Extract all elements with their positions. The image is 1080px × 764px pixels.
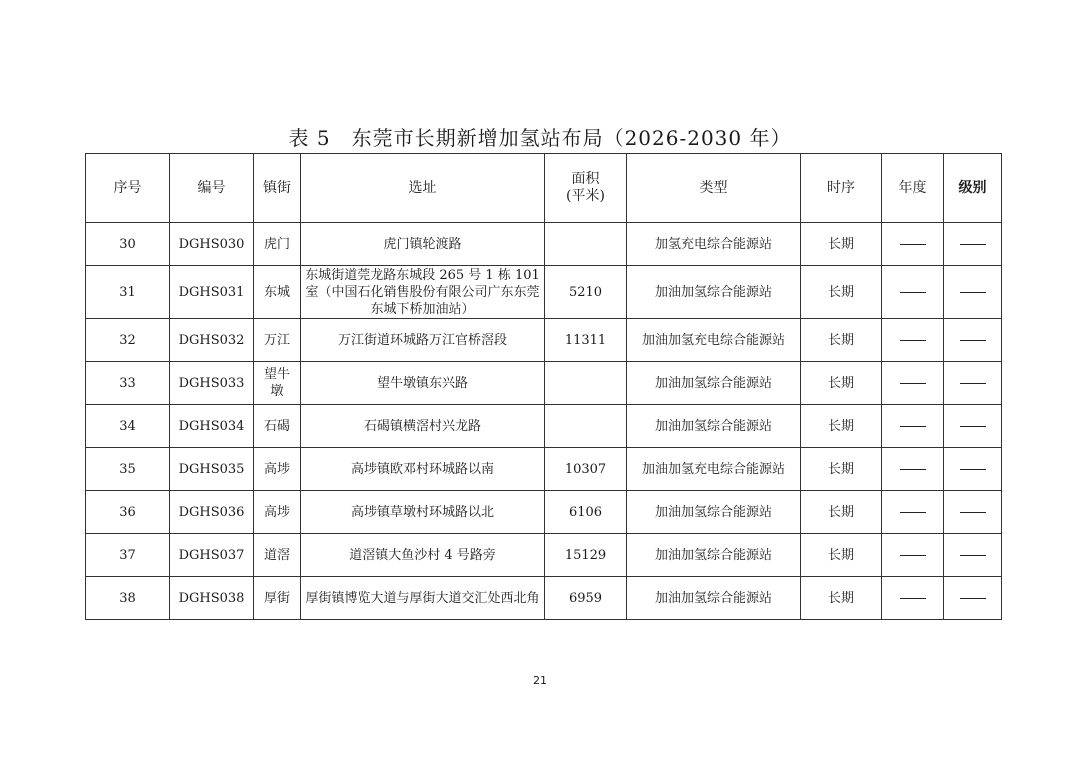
- cell-town: 虎门: [254, 223, 301, 266]
- header-type: 类型: [627, 154, 801, 223]
- cell-level: [944, 405, 1002, 448]
- header-row: [86, 154, 1002, 223]
- cell-code: DGHS036: [170, 491, 254, 534]
- cell-area: 6106: [545, 491, 627, 534]
- table-row: [86, 577, 1002, 620]
- dash-mark: [900, 292, 926, 293]
- cell-town: 东城: [254, 266, 301, 319]
- cell-address: 高埗镇草墩村环城路以北: [301, 491, 545, 534]
- dash-mark: [960, 292, 986, 293]
- cell-town: 望牛墩: [254, 362, 301, 405]
- cell-seq: 32: [86, 319, 170, 362]
- header-level: 级别: [944, 154, 1002, 223]
- cell-level: [944, 448, 1002, 491]
- table-body: [86, 223, 1002, 620]
- table-row: [86, 534, 1002, 577]
- header-area: 面积 (平米): [545, 154, 627, 223]
- header-address: 选址: [301, 154, 545, 223]
- cell-address: 望牛墩镇东兴路: [301, 362, 545, 405]
- cell-year: [882, 448, 944, 491]
- dash-mark: [960, 340, 986, 341]
- cell-code: DGHS034: [170, 405, 254, 448]
- cell-town: 万江: [254, 319, 301, 362]
- table-row: [86, 223, 1002, 266]
- cell-timing: 长期: [801, 319, 882, 362]
- cell-timing: 长期: [801, 448, 882, 491]
- cell-type: 加油加氢综合能源站: [627, 266, 801, 319]
- cell-level: [944, 362, 1002, 405]
- dash-mark: [900, 426, 926, 427]
- dash-mark: [900, 340, 926, 341]
- cell-area: [545, 405, 627, 448]
- header-town: 镇街: [254, 154, 301, 223]
- cell-timing: 长期: [801, 491, 882, 534]
- table-row: [86, 405, 1002, 448]
- cell-area: [545, 362, 627, 405]
- dash-mark: [960, 555, 986, 556]
- cell-area: 6959: [545, 577, 627, 620]
- cell-timing: 长期: [801, 266, 882, 319]
- table-row: [86, 362, 1002, 405]
- cell-year: [882, 491, 944, 534]
- cell-timing: 长期: [801, 577, 882, 620]
- cell-code: DGHS037: [170, 534, 254, 577]
- cell-level: [944, 491, 1002, 534]
- cell-address: 道滘镇大鱼沙村 4 号路旁: [301, 534, 545, 577]
- cell-seq: 34: [86, 405, 170, 448]
- cell-seq: 38: [86, 577, 170, 620]
- cell-address: 厚街镇博览大道与厚街大道交汇处西北角: [301, 577, 545, 620]
- cell-seq: 30: [86, 223, 170, 266]
- cell-address: 虎门镇轮渡路: [301, 223, 545, 266]
- cell-type: 加油加氢综合能源站: [627, 577, 801, 620]
- cell-level: [944, 577, 1002, 620]
- cell-code: DGHS030: [170, 223, 254, 266]
- cell-address: 万江街道环城路万江官桥滘段: [301, 319, 545, 362]
- dash-mark: [900, 469, 926, 470]
- cell-seq: 36: [86, 491, 170, 534]
- cell-town: 厚街: [254, 577, 301, 620]
- cell-year: [882, 534, 944, 577]
- dash-mark: [960, 598, 986, 599]
- cell-level: [944, 319, 1002, 362]
- header-timing: 时序: [801, 154, 882, 223]
- dash-mark: [960, 244, 986, 245]
- cell-year: [882, 577, 944, 620]
- dash-mark: [900, 555, 926, 556]
- hydrogen-station-table: [85, 153, 1002, 620]
- cell-year: [882, 223, 944, 266]
- cell-timing: 长期: [801, 534, 882, 577]
- cell-town: 石碣: [254, 405, 301, 448]
- cell-area: 11311: [545, 319, 627, 362]
- header-code: 编号: [170, 154, 254, 223]
- cell-timing: 长期: [801, 223, 882, 266]
- cell-timing: 长期: [801, 405, 882, 448]
- cell-year: [882, 362, 944, 405]
- dash-mark: [960, 383, 986, 384]
- page-number: 21: [533, 674, 547, 687]
- cell-level: [944, 266, 1002, 319]
- cell-type: 加油加氢综合能源站: [627, 362, 801, 405]
- cell-address: 东城街道莞龙路东城段 265 号 1 栋 101 室（中国石化销售股份有限公司广东东莞东城下桥加油站）: [301, 266, 545, 319]
- dash-mark: [900, 512, 926, 513]
- table-title: 表 5 东莞市长期新增加氢站布局（2026-2030 年）: [288, 126, 792, 150]
- dash-mark: [900, 598, 926, 599]
- table-row: [86, 448, 1002, 491]
- cell-area: 10307: [545, 448, 627, 491]
- cell-year: [882, 319, 944, 362]
- cell-seq: 31: [86, 266, 170, 319]
- dash-mark: [960, 512, 986, 513]
- header-year: 年度: [882, 154, 944, 223]
- cell-seq: 37: [86, 534, 170, 577]
- dash-mark: [960, 469, 986, 470]
- cell-town: 高埗: [254, 448, 301, 491]
- cell-code: DGHS033: [170, 362, 254, 405]
- cell-town: 高埗: [254, 491, 301, 534]
- cell-address: 石碣镇横滘村兴龙路: [301, 405, 545, 448]
- cell-address: 高埗镇欧邓村环城路以南: [301, 448, 545, 491]
- cell-code: DGHS032: [170, 319, 254, 362]
- cell-type: 加油加氢综合能源站: [627, 405, 801, 448]
- cell-type: 加氢充电综合能源站: [627, 223, 801, 266]
- cell-area: 15129: [545, 534, 627, 577]
- cell-area: [545, 223, 627, 266]
- cell-type: 加油加氢综合能源站: [627, 491, 801, 534]
- cell-code: DGHS038: [170, 577, 254, 620]
- cell-town: 道滘: [254, 534, 301, 577]
- cell-level: [944, 534, 1002, 577]
- dash-mark: [900, 383, 926, 384]
- cell-seq: 35: [86, 448, 170, 491]
- cell-year: [882, 405, 944, 448]
- cell-area: 5210: [545, 266, 627, 319]
- dash-mark: [960, 426, 986, 427]
- cell-seq: 33: [86, 362, 170, 405]
- cell-level: [944, 223, 1002, 266]
- cell-timing: 长期: [801, 362, 882, 405]
- cell-code: DGHS035: [170, 448, 254, 491]
- table-row: [86, 266, 1002, 319]
- cell-year: [882, 266, 944, 319]
- header-seq: 序号: [86, 154, 170, 223]
- cell-type: 加油加氢充电综合能源站: [627, 448, 801, 491]
- cell-type: 加油加氢综合能源站: [627, 534, 801, 577]
- cell-code: DGHS031: [170, 266, 254, 319]
- cell-type: 加油加氢充电综合能源站: [627, 319, 801, 362]
- table-row: [86, 491, 1002, 534]
- table-row: [86, 319, 1002, 362]
- dash-mark: [900, 244, 926, 245]
